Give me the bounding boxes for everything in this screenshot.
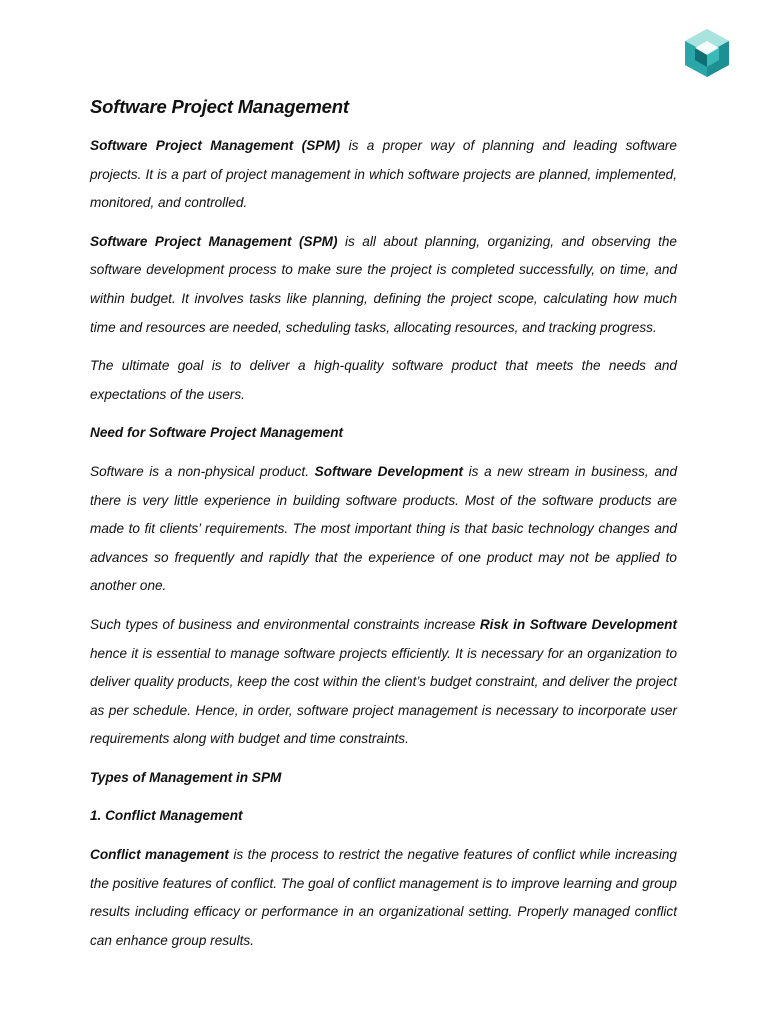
paragraph-spm-definition	[90, 132, 677, 218]
paragraph-text: is a proper way of planning and leading software projects. It is a part of project management in which software projects are planned, implemented, monitored, and controlled.	[90, 138, 677, 211]
bold-term: Software Development	[314, 463, 464, 479]
paragraph-text: Such types of business and environmental constraints increase	[90, 616, 480, 632]
paragraph-text: The ultimate goal is to deliver a high-quality software product that meets the needs and expectations of the users.	[90, 358, 677, 402]
paragraph-risk	[90, 611, 677, 754]
bold-term: Software Project Management (SPM)	[90, 233, 338, 249]
page-title: Software Project Management	[90, 96, 349, 117]
section-heading-types: Types of Management in SPM	[90, 769, 282, 785]
section-heading-need: Need for Software Project Management	[90, 425, 344, 441]
paragraph-text: is a new stream in business, and there is very little experience in building software products. Most of the software products are made to fit clients’ requirements. The most important thing is that basic technology changes and advances so frequently and rapidly that the experience of one product may not be applied to another one.	[90, 463, 677, 594]
paragraph-text: hence it is essential to manage software projects efficiently. It is necessary for an organization to deliver quality products, keep the cost within the client’s budget constraint, and deliver the project as per schedule. Hence, in order, software project management is necessary to incorporate user requirements along with budget and time constraints.	[90, 645, 677, 747]
paragraph-conflict	[90, 841, 677, 955]
bold-term: Risk in Software Development	[479, 616, 677, 632]
paragraph-text: is all about planning, organizing, and observing the software development process to make sure the project is completed successfully, on time, and within budget. It involves tasks like planning, defining the project scope, calculating how much time and resources are needed, scheduling tasks, allocating resources, and tracking progress.	[90, 233, 677, 335]
paragraph-need	[90, 458, 677, 601]
paragraph-text: is the process to restrict the negative features of conflict while increasing the positive features of conflict. The goal of conflict management is to improve learning and group results including efficacy or performance in an organizational setting. Properly managed conflict can enhance group results.	[90, 847, 677, 948]
cube-logo-icon	[681, 27, 733, 79]
paragraph-goal	[90, 352, 677, 409]
paragraph-text: Software is a non-physical product.	[90, 463, 315, 479]
bold-term: Conflict management	[90, 847, 229, 863]
section-heading-conflict: 1. Conflict Management	[90, 808, 243, 824]
document-body	[90, 94, 677, 965]
bold-term: Software Project Management (SPM)	[90, 138, 341, 153]
paragraph-spm-overview	[90, 228, 677, 342]
